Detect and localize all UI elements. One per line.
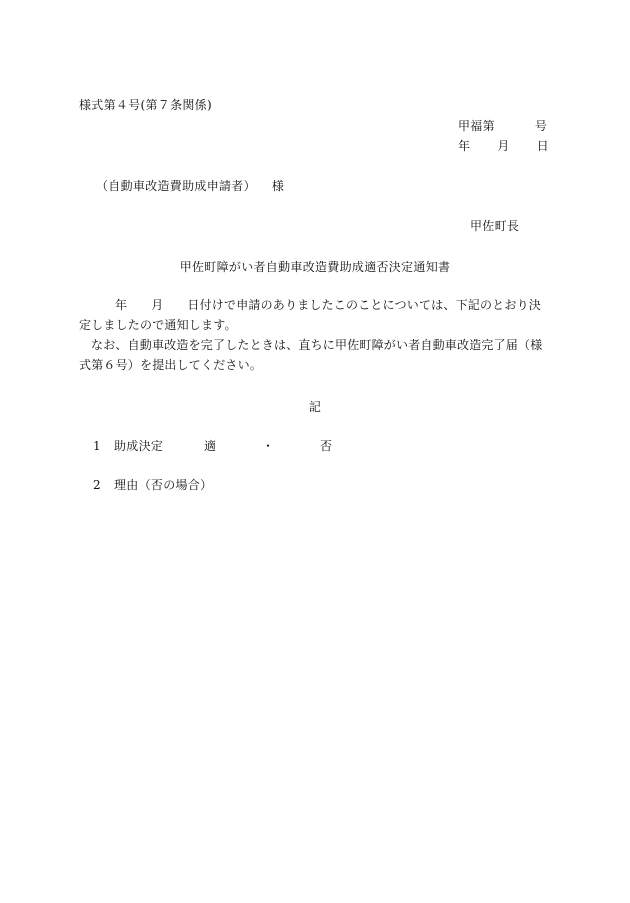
body-paragraph-2	[79, 335, 549, 375]
date-month: 月	[497, 139, 510, 153]
date-year: 年	[458, 139, 471, 153]
para1-year: 年	[115, 298, 128, 312]
date-day: 日	[536, 139, 549, 153]
addressee-name: （自動車改造費助成申請者）	[96, 179, 256, 193]
body-paragraph-1	[79, 295, 549, 335]
item-reason	[93, 477, 212, 493]
addressee-honorific: 様	[271, 179, 285, 193]
para1-month: 月	[151, 298, 164, 312]
item-label: 理由（否の場合）	[114, 478, 213, 492]
ki-heading: 記	[308, 400, 322, 414]
item-decision	[93, 438, 332, 454]
issue-date	[458, 138, 549, 154]
issuer: 甲佐町長	[470, 219, 520, 233]
para2-text: なお、自動車改造を完了したときは、直ちに甲佐町障がい者自動車改造完了届（様式第６号）を提出してください。	[79, 338, 543, 372]
para1-text: 日付けで申請のありましたこのことについては、下記のとおり決定しましたので通知します。	[79, 298, 541, 332]
addressee	[96, 178, 284, 194]
reference-number	[458, 118, 547, 134]
option-separator: ・	[262, 439, 275, 453]
option-approve: 適	[204, 439, 217, 453]
reference-suffix: 号	[534, 119, 548, 133]
document-title: 甲佐町障がい者自動車改造費助成適否決定通知書	[179, 260, 451, 274]
item-label: 助成決定	[114, 439, 164, 453]
option-deny: 否	[320, 439, 333, 453]
item-number: 1	[93, 439, 101, 453]
form-id: 様式第４号(第７条関係)	[79, 98, 212, 112]
reference-prefix: 甲福第	[458, 119, 495, 133]
item-number: 2	[93, 478, 101, 492]
